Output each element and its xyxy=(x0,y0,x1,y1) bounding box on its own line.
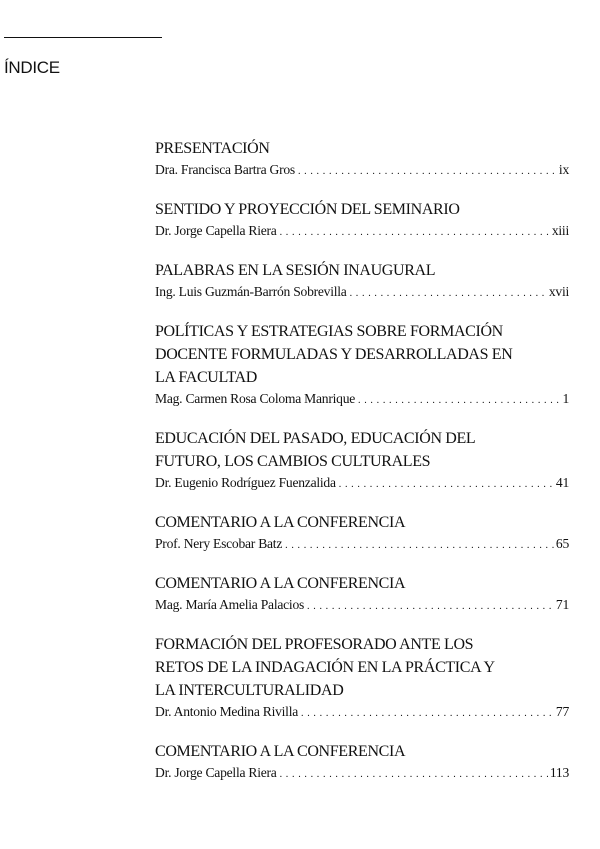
entry-author-line xyxy=(155,389,569,409)
entry-page-number: 113 xyxy=(549,765,569,780)
entry-author: Dr. Eugenio Rodríguez Fuenzalida xyxy=(155,475,336,490)
entry-page-number: 77 xyxy=(555,704,569,719)
toc-entry[interactable] xyxy=(155,259,569,302)
dot-leader xyxy=(358,396,560,406)
entry-author: Dr. Jorge Capella Riera xyxy=(155,765,277,780)
entry-author-line xyxy=(155,221,569,241)
dot-leader xyxy=(350,289,547,299)
entry-title-line: PRESENTACIÓN xyxy=(155,140,270,157)
entry-author-line xyxy=(155,702,569,722)
entry-author: Ing. Luis Guzmán-Barrón Sobrevilla xyxy=(155,284,347,299)
entry-title-line: EDUCACIÓN DEL PASADO, EDUCACIÓN DEL xyxy=(155,430,476,447)
entry-title-line: FUTURO, LOS CAMBIOS CULTURALES xyxy=(155,453,431,470)
toc-entry[interactable] xyxy=(155,572,569,615)
entry-title-line: COMENTARIO A LA CONFERENCIA xyxy=(155,514,406,531)
entry-page-number: 65 xyxy=(555,536,569,551)
table-of-contents xyxy=(155,137,569,801)
top-rule xyxy=(4,37,162,38)
entry-author-line xyxy=(155,160,569,180)
dot-leader xyxy=(285,541,554,551)
entry-title-line: COMENTARIO A LA CONFERENCIA xyxy=(155,575,406,592)
entry-title-line: LA INTERCULTURALIDAD xyxy=(155,682,344,699)
toc-entry[interactable] xyxy=(155,427,569,493)
entry-title-line: SENTIDO Y PROYECCIÓN DEL SEMINARIO xyxy=(155,201,460,218)
toc-entry[interactable] xyxy=(155,511,569,554)
entry-title-line: PALABRAS EN LA SESIÓN INAUGURAL xyxy=(155,262,436,279)
dot-leader xyxy=(298,167,557,177)
entry-page-number: xiii xyxy=(551,223,569,238)
entry-title-line: COMENTARIO A LA CONFERENCIA xyxy=(155,743,406,760)
entry-title-line: FORMACIÓN DEL PROFESORADO ANTE LOS xyxy=(155,636,474,653)
dot-leader xyxy=(339,480,554,490)
entry-author: Prof. Nery Escobar Batz xyxy=(155,536,283,551)
toc-entry[interactable] xyxy=(155,320,569,409)
toc-entry[interactable] xyxy=(155,137,569,180)
entry-author: Dra. Francisca Bartra Gros xyxy=(155,162,295,177)
dot-leader xyxy=(307,602,554,612)
entry-page-number: 41 xyxy=(555,475,569,490)
entry-title-line: POLÍTICAS Y ESTRATEGIAS SOBRE FORMACIÓN xyxy=(155,323,503,340)
dot-leader xyxy=(280,770,548,780)
entry-title-line: LA FACULTAD xyxy=(155,369,257,386)
entry-page-number: 71 xyxy=(555,597,569,612)
entry-author-line xyxy=(155,473,569,493)
toc-entry[interactable] xyxy=(155,740,569,783)
entry-author: Mag. Carmen Rosa Coloma Manrique xyxy=(155,391,356,406)
entry-title-line: DOCENTE FORMULADAS Y DESARROLLADAS EN xyxy=(155,346,513,363)
page-title: ÍNDICE xyxy=(4,58,60,77)
toc-entry[interactable] xyxy=(155,198,569,241)
entry-author-line xyxy=(155,595,569,615)
entry-title-line: RETOS DE LA INDAGACIÓN EN LA PRÁCTICA Y xyxy=(155,659,495,676)
entry-author-line xyxy=(155,282,569,302)
entry-author: Mag. María Amelia Palacios xyxy=(155,597,305,612)
entry-page-number: xvii xyxy=(548,284,569,299)
entry-author: Dr. Antonio Medina Rivilla xyxy=(155,704,299,719)
toc-entry[interactable] xyxy=(155,633,569,722)
entry-author-line xyxy=(155,763,569,783)
entry-page-number: 1 xyxy=(562,391,569,406)
dot-leader xyxy=(301,709,554,719)
entry-author: Dr. Jorge Capella Riera xyxy=(155,223,277,238)
entry-page-number: ix xyxy=(558,162,569,177)
entry-author-line xyxy=(155,534,569,554)
dot-leader xyxy=(280,228,550,238)
